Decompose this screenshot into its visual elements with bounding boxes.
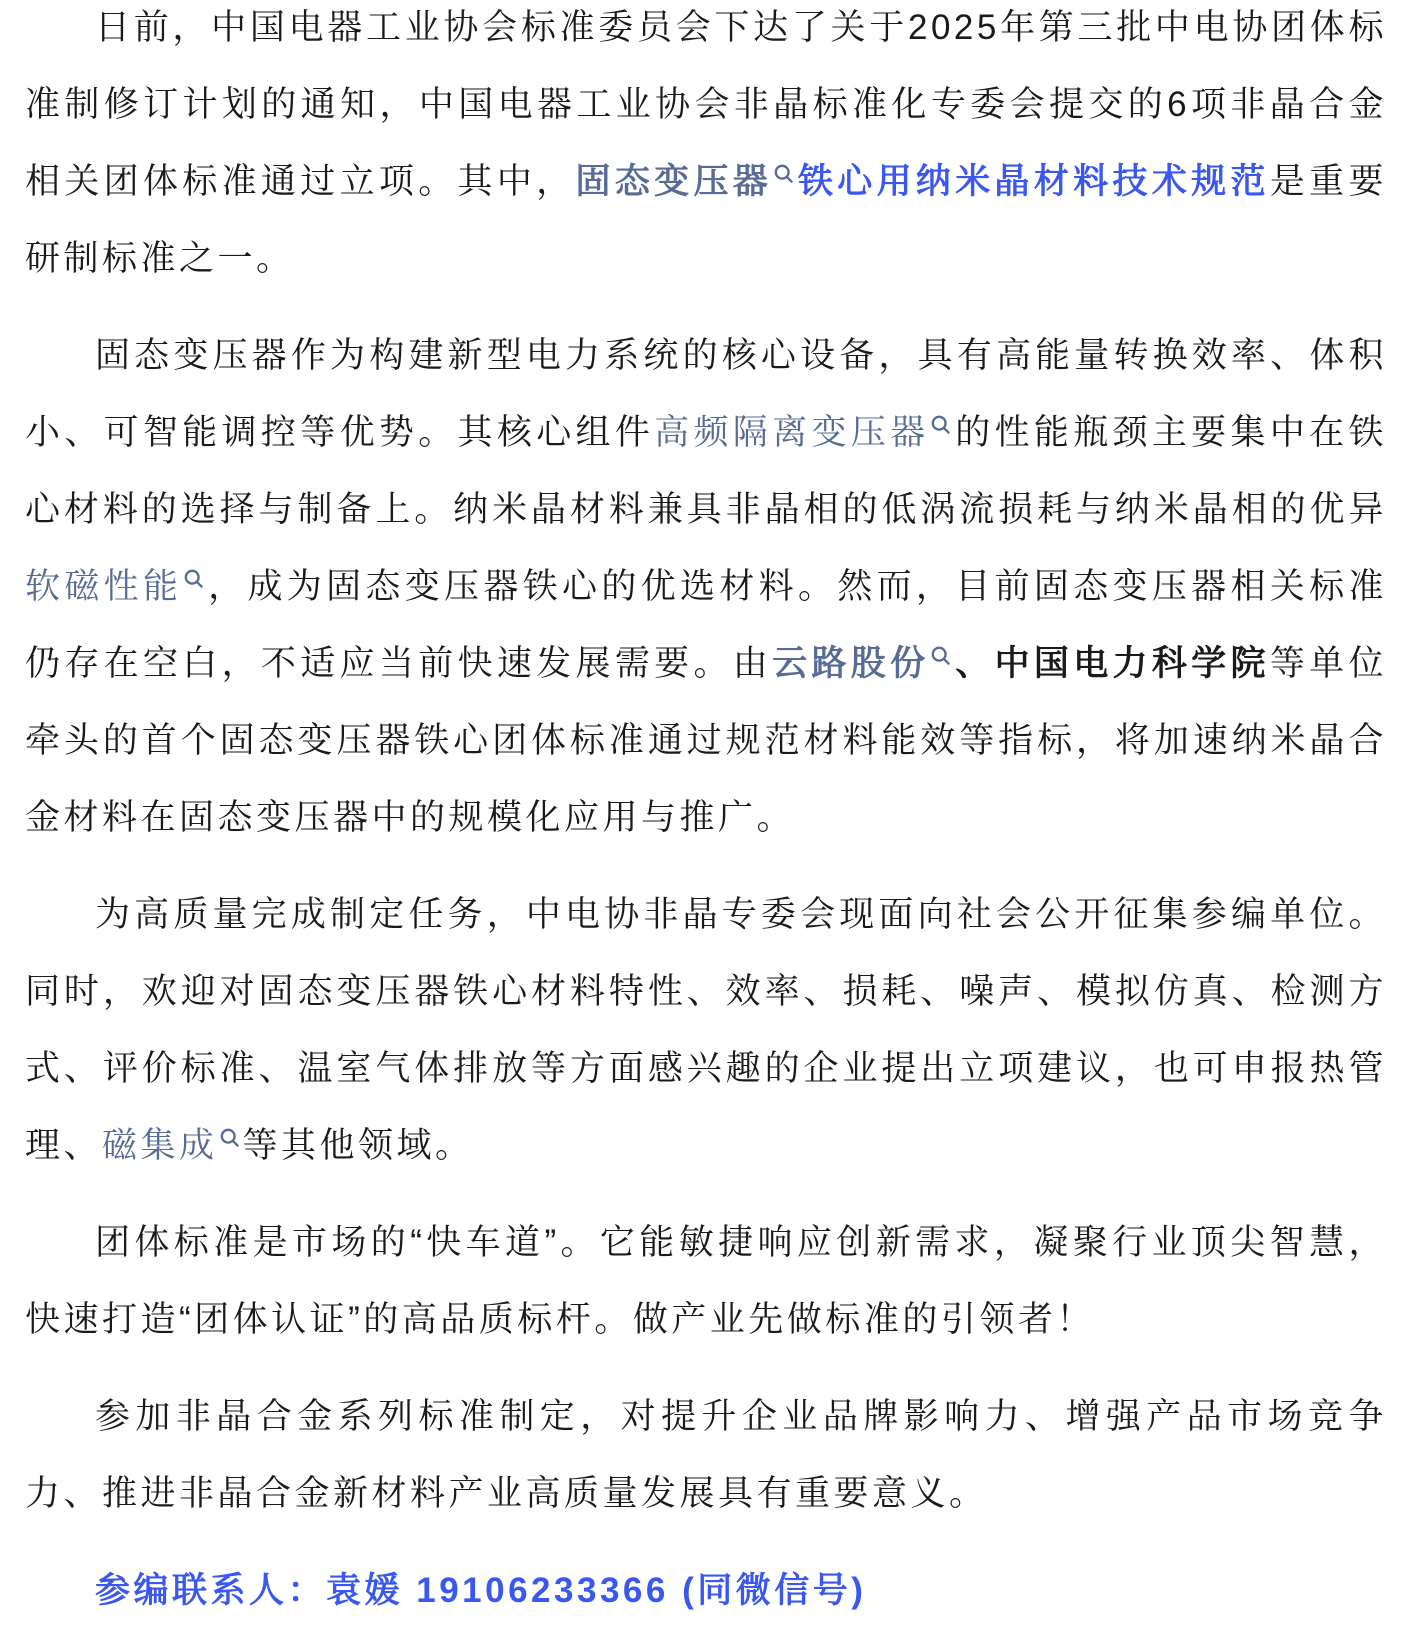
entity-link[interactable]: 软磁性能: [25, 567, 207, 606]
text-run: 等其他领域。: [242, 1126, 474, 1165]
text-run: 的性能瓶颈主要集中在铁心材料的选择与制备上。纳米晶材料兼具非晶相的低涡流损耗与纳米晶相的优异: [25, 413, 1387, 529]
entity-link[interactable]: 固态变压器: [576, 162, 798, 201]
text-run: ，成为固态变压器铁心的优选材料。然而，目前固态变压器相关标准仍存在空白，不适应当前快速发展需要。由: [25, 567, 1387, 683]
entity-link[interactable]: 磁集成: [102, 1126, 243, 1165]
paragraph: [25, 876, 1387, 1184]
entity-link[interactable]: 云路股份: [772, 644, 954, 683]
text-run: 等单位牵头的首个固态变压器铁心团体标准通过规范材料能效等指标，将加速纳米晶合金材料在固态变压器中的规模化应用与推广。: [25, 644, 1387, 837]
text-run: 日前，中国电器工业协会标准委员会下达了关于2025年第三批中电协团体标准制修订计划的通知，中国电器工业协会非晶标准化专委会提交的6项非晶合金相关团体标准通过立项。其中，: [25, 8, 1387, 201]
paragraph: [25, 1552, 1387, 1629]
text-run: 为高质量完成制定任务，中电协非晶专委会现面向社会公开征集参编单位。同时，欢迎对固态变压器铁心材料特性、效率、损耗、噪声、模拟仿真、检测方式、评价标准、温室气体排放等方面感兴趣的企业提出立项建议，也可申报热管理、: [25, 895, 1387, 1165]
text-run: 固态变压器作为构建新型电力系统的核心设备，具有高能量转换效率、体积小、可智能调控等优势。其核心组件: [25, 336, 1387, 452]
search-icon[interactable]: [930, 414, 951, 435]
text-run: 是重要研制标准之一。: [25, 162, 1387, 278]
entity-link[interactable]: 高频隔离变压器: [654, 413, 954, 452]
text-run: 参加非晶合金系列标准制定，对提升企业品牌影响力、增强产品市场竞争力、推进非晶合金新材料产业高质量发展具有重要意义。: [25, 1397, 1387, 1513]
search-icon[interactable]: [930, 645, 951, 666]
highlight-text: 参编联系人：袁媛 19106233366 (同微信号): [95, 1571, 867, 1610]
search-icon[interactable]: [183, 568, 204, 589]
text-run: 、中国电力科学院: [954, 644, 1270, 683]
paragraph: [25, 317, 1387, 856]
paragraph: [25, 1204, 1387, 1358]
highlight-text: 铁心用纳米晶材料技术规范: [797, 162, 1270, 201]
search-icon[interactable]: [773, 163, 794, 184]
text-run: 团体标准是市场的“快车道”。它能敏捷响应创新需求，凝聚行业顶尖智慧，快速打造“团体认证”的高品质标杆。做产业先做标准的引领者！: [25, 1223, 1387, 1339]
paragraph: [25, 1378, 1387, 1532]
paragraph: [25, 0, 1387, 297]
search-icon[interactable]: [219, 1127, 240, 1148]
